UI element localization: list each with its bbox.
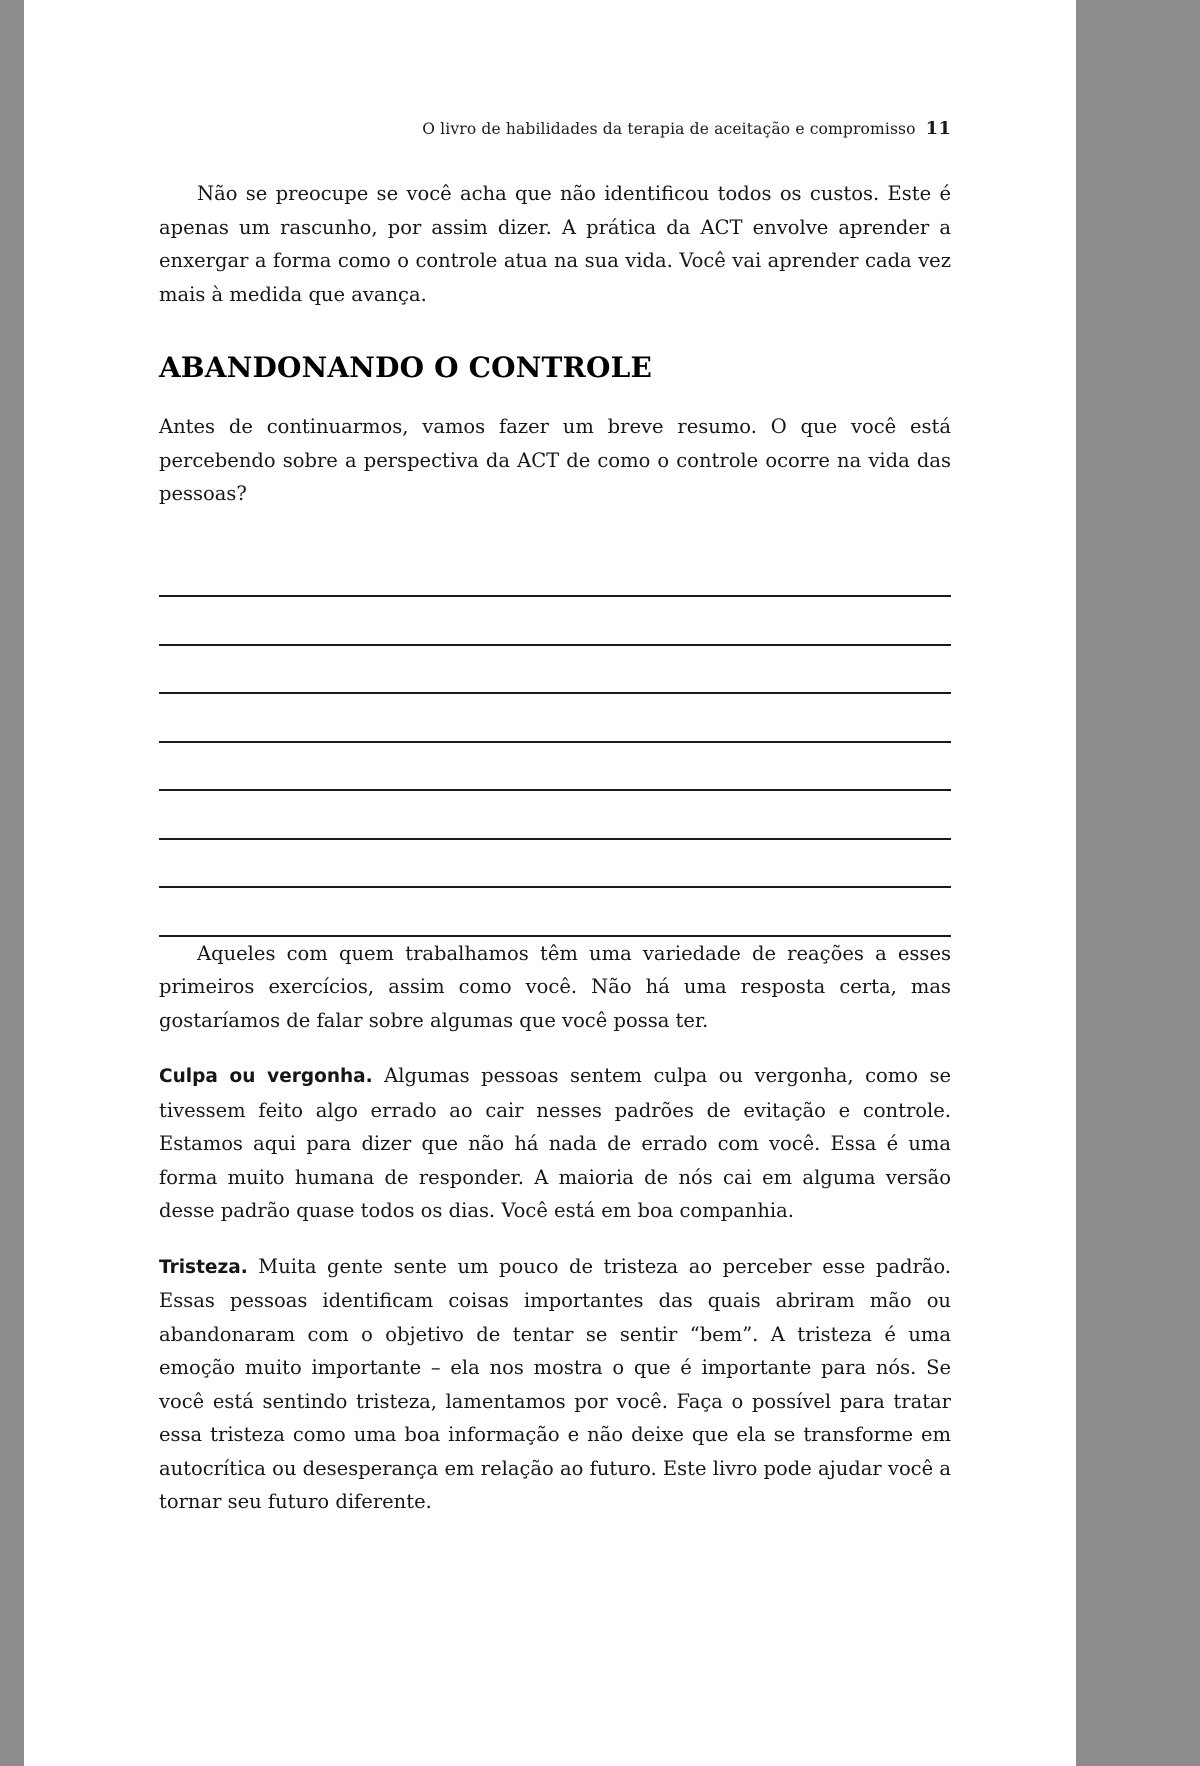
bottom-spacer: [159, 1541, 951, 1601]
entry-lead-sadness: Tristeza.: [159, 1256, 248, 1278]
entry-text-sadness: Muita gente sente um pouco de tristeza ao perceber esse padrão. Essas pessoas identificam coisas importantes das quais abriram mão ou abandonaram com o objetivo de tentar se sentir “bem”. A tristeza é uma emoção muito importante – ela nos mostra o que é importante para nós. Se você está sentindo tristeza, lamentamos por você. Faça o possível para tratar essa tristeza como uma boa informação e não deixe que ela se transforme em autocrítica ou desesperança em relação ao futuro. Este livro pode ajudar você a tornar seu futuro diferente.: [159, 1254, 951, 1513]
paragraph-reactions: Aqueles com quem trabalhamos têm uma variedade de reações a esses primeiros exercícios, assim como você. Não há uma resposta certa, mas gostaríamos de falar sobre algumas que você possa ter.: [159, 941, 951, 1032]
entry-lead-guilt-shame: Culpa ou vergonha.: [159, 1066, 373, 1087]
write-in-line[interactable]: [159, 840, 951, 889]
running-head-title: O livro de habilidades da terapia de aceitação e compromisso: [422, 120, 916, 138]
paragraph-sadness: [159, 1250, 951, 1519]
write-in-line[interactable]: [159, 743, 951, 792]
running-head: [159, 118, 951, 139]
page-number: 11: [925, 118, 951, 139]
write-in-line[interactable]: [159, 646, 951, 695]
book-page: [24, 0, 1076, 1766]
write-in-lines[interactable]: [159, 549, 951, 937]
page-content: [159, 118, 951, 1601]
write-in-line[interactable]: [159, 791, 951, 840]
entry-text-guilt-shame: Algumas pessoas sentem culpa ou vergonha, como se tivessem feito algo errado ao cair nesses padrões de evitação e controle. Estamos aqui para dizer que não há nada de errado com você. Essa é uma forma muito humana de responder. A maioria de nós cai em alguma versão desse padrão quase todos os dias. Você está em boa companhia.: [159, 1064, 951, 1222]
write-in-line[interactable]: [159, 888, 951, 937]
write-in-line[interactable]: [159, 597, 951, 646]
write-in-line[interactable]: [159, 694, 951, 743]
section-heading: ABANDONANDO O CONTROLE: [159, 351, 653, 384]
paragraph-guilt-shame: [159, 1059, 951, 1228]
paragraph-prompt: Antes de continuarmos, vamos fazer um breve resumo. O que você está percebendo sobre a perspectiva da ACT de como o controle ocorre na vida das pessoas?: [159, 415, 951, 505]
page-inner: [24, 0, 1076, 1766]
paragraph-intro: Não se preocupe se você acha que não identificou todos os custos. Este é apenas um rascunho, por assim dizer. A prática da ACT envolve aprender a enxergar a forma como o controle atua na sua vida. Você vai aprender cada vez mais à medida que avança.: [159, 182, 951, 306]
write-in-line[interactable]: [159, 549, 951, 598]
